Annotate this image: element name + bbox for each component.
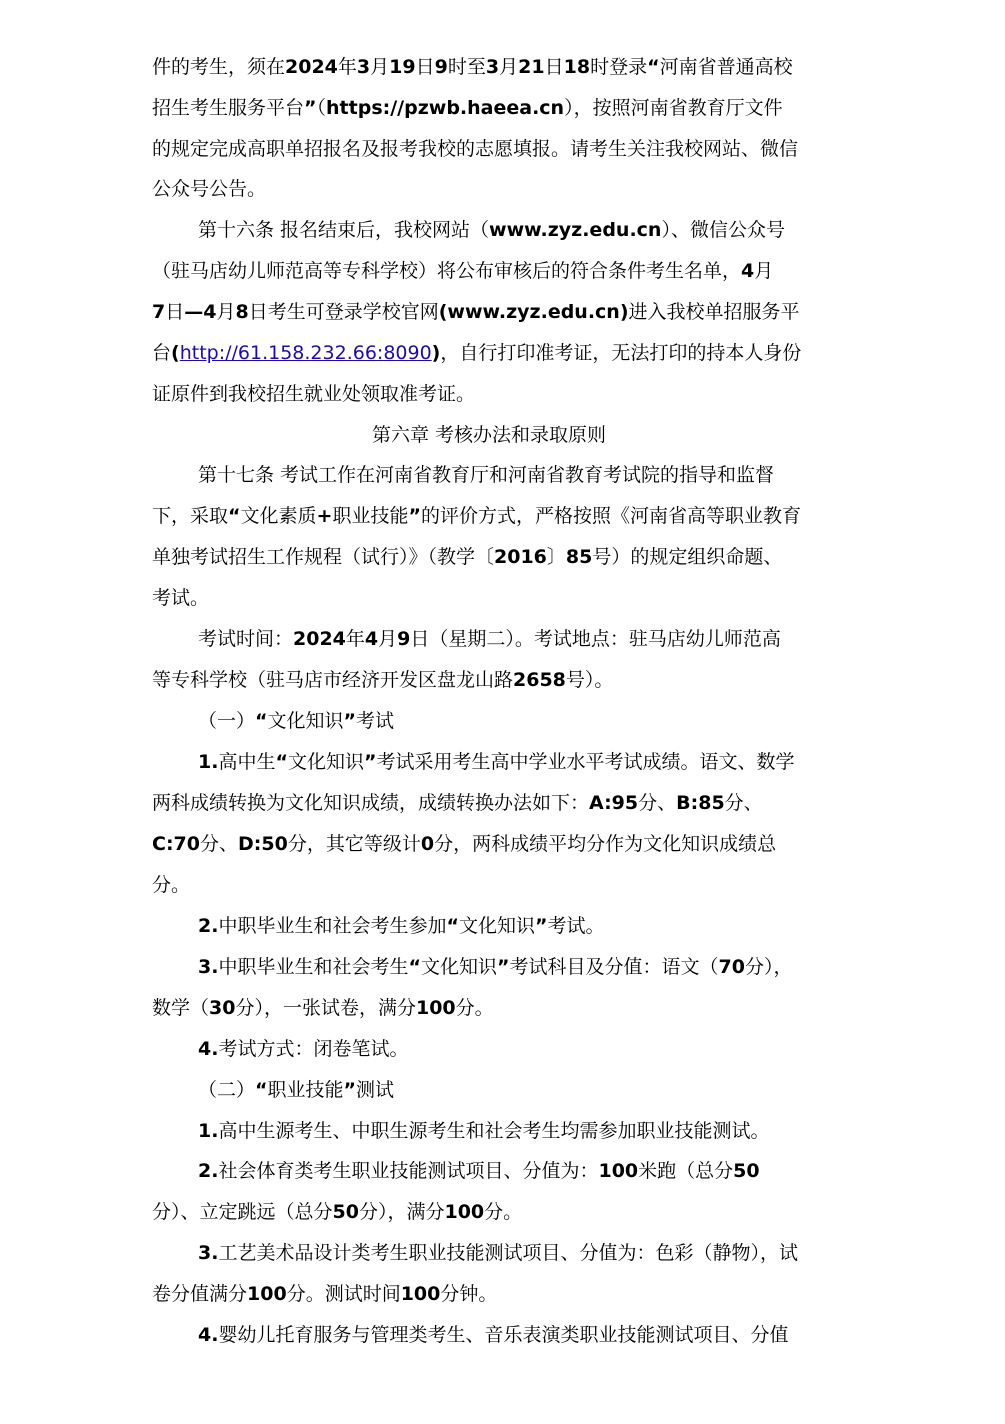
- text-line: [152, 174, 266, 204]
- text-run: （: [316, 97, 327, 119]
- text-line: [198, 1320, 788, 1350]
- text-line: [152, 993, 494, 1023]
- text-line: [152, 542, 782, 572]
- text-run: 考试方式：闭卷笔试。: [218, 1038, 409, 1060]
- text-run: 中职毕业生和社会考生参加: [218, 915, 447, 937]
- text-run: 月: [378, 628, 398, 650]
- bold-text: ”: [343, 1079, 357, 1101]
- bold-text: 2016: [494, 546, 547, 568]
- text-run: 分。测试时间: [286, 1283, 401, 1305]
- text-run: 年: [345, 628, 365, 650]
- text-line: [152, 870, 190, 900]
- text-line: [152, 583, 209, 613]
- bold-text: 100: [598, 1160, 639, 1182]
- text-run: 件的考生，须在: [152, 56, 286, 78]
- bold-text: 9: [434, 56, 448, 78]
- text-line: [152, 338, 801, 368]
- text-run: 月: [499, 56, 519, 78]
- text-run: 第六章 考核办法和录取原则: [372, 424, 607, 446]
- bold-text: 70: [718, 956, 745, 978]
- bold-text: 100: [247, 1283, 287, 1305]
- bold-text: 2.: [198, 915, 219, 937]
- bold-text: ”: [363, 751, 377, 773]
- text-run: 的规定完成高职单招报名及报考我校的志愿填报。请考生关注我校网站、微信: [152, 138, 799, 160]
- text-line: [152, 379, 475, 409]
- text-line: [198, 215, 785, 245]
- text-line: [152, 501, 801, 531]
- text-line: [198, 460, 774, 490]
- text-run: 分钟。: [440, 1283, 498, 1305]
- text-line: [152, 93, 783, 123]
- text-run: 号）。: [565, 669, 614, 691]
- text-run: 考试。: [547, 915, 605, 937]
- text-line: [152, 1197, 522, 1227]
- text-run: 职业技能: [332, 505, 409, 527]
- bold-text: “: [228, 505, 241, 527]
- text-run: 第十七条 考试工作在河南省教育厅和河南省教育考试院的指导和监督: [198, 464, 775, 486]
- bold-text: 2024: [285, 56, 338, 78]
- text-line: [152, 829, 776, 859]
- text-run: 分。: [484, 1201, 523, 1223]
- text-run: 等专科学校（驻马店市经济开发区盘龙山路: [152, 669, 514, 691]
- text-run: 分。: [152, 874, 191, 896]
- bold-text: “: [255, 1079, 268, 1101]
- text-run: 时至: [447, 56, 486, 78]
- text-run: 号）的规定组织命题、: [592, 546, 783, 568]
- text-run: 进入我校单招服务平: [628, 301, 800, 323]
- text-run: 文化知识: [420, 956, 497, 978]
- text-run: （二）: [198, 1079, 256, 1101]
- bold-text: 100: [400, 1283, 441, 1305]
- bold-text: +: [316, 505, 333, 527]
- text-run: 考试: [356, 710, 395, 732]
- text-run: 单独考试招生工作规程（试行）》（教学〔: [152, 546, 495, 568]
- text-run: ），按照河南省教育厅文件: [564, 97, 783, 119]
- bold-text: ): [431, 342, 441, 364]
- text-line: [198, 1116, 769, 1146]
- bold-text: D:50: [238, 833, 288, 855]
- bold-text: ”: [408, 505, 421, 527]
- bold-text: 2658: [513, 669, 566, 691]
- text-run: 日: [544, 56, 564, 78]
- text-run: 月: [754, 260, 774, 282]
- text-line: [198, 1075, 394, 1105]
- text-line: [198, 1034, 408, 1064]
- text-run: （驻马店幼儿师范高等专科学校）将公布审核后的符合条件考生名单，: [152, 260, 742, 282]
- bold-text: 100: [415, 997, 456, 1019]
- text-run: 文化知识: [267, 710, 344, 732]
- bold-text: 85: [565, 546, 593, 568]
- text-run: 分），: [744, 956, 793, 978]
- text-run: 月: [216, 301, 236, 323]
- bold-text: “: [255, 710, 268, 732]
- text-run: 高中生: [218, 751, 276, 773]
- text-line: [198, 706, 394, 736]
- bold-text: ”: [496, 956, 510, 978]
- exam-platform-link[interactable]: http://61.158.232.66:8090: [179, 342, 432, 364]
- text-run: 年: [337, 56, 357, 78]
- text-run: 工艺美术品设计类考生职业技能测试项目、分值为：色彩（静物），试: [218, 1242, 798, 1264]
- bold-text: “: [446, 915, 459, 937]
- text-line: [198, 911, 605, 941]
- bold-text: 0: [420, 833, 435, 855]
- bold-text: 19: [389, 56, 416, 78]
- text-run: 招生考生服务平台: [152, 97, 305, 119]
- text-run: 文化素质: [240, 505, 317, 527]
- bold-text: 100: [444, 1201, 485, 1223]
- bold-text: “: [275, 751, 288, 773]
- text-run: （一）: [198, 710, 256, 732]
- bold-text: (www.zyz.edu.cn): [438, 301, 629, 323]
- bold-text: 21: [518, 56, 545, 78]
- text-run: 分），一张试卷，满分: [235, 997, 416, 1019]
- bold-text: 4: [741, 260, 755, 282]
- text-line: [152, 52, 793, 82]
- text-line: [152, 297, 800, 327]
- text-line: [198, 1238, 798, 1268]
- text-run: 公众号公告。: [152, 178, 267, 200]
- bold-text: “: [408, 956, 421, 978]
- text-line: [198, 624, 781, 654]
- text-line: [152, 788, 763, 818]
- text-run: 考试时间：: [198, 628, 294, 650]
- text-run: 米跑（总分: [638, 1160, 734, 1182]
- bold-text: 4.: [198, 1038, 219, 1060]
- text-run: 河南省普通高校: [659, 56, 793, 78]
- text-line: [152, 256, 773, 286]
- bold-text: C:70: [152, 833, 200, 855]
- bold-text: 18: [563, 56, 591, 78]
- text-run: 文化知识: [458, 915, 535, 937]
- text-run: 日（星期二）。考试地点：驻马店幼儿师范高: [410, 628, 781, 650]
- bold-text: (: [171, 342, 180, 364]
- text-run: 职业技能: [267, 1079, 344, 1101]
- text-run: 分），满分: [358, 1201, 445, 1223]
- bold-text: “: [647, 56, 660, 78]
- bold-text: 2.: [198, 1160, 219, 1182]
- text-run: 时登录: [590, 56, 648, 78]
- bold-text: 50: [332, 1201, 359, 1223]
- bold-text: ”: [304, 97, 317, 119]
- text-line: [372, 420, 606, 450]
- text-line: [198, 952, 792, 982]
- bold-text: 4: [364, 628, 379, 650]
- bold-text: B:85: [676, 792, 725, 814]
- text-run: 分，其它等级计: [287, 833, 421, 855]
- text-run: 文化知识: [287, 751, 364, 773]
- text-line: [198, 747, 795, 777]
- text-run: 分、: [724, 792, 763, 814]
- text-run: 中职毕业生和社会考生: [218, 956, 409, 978]
- text-run: ）、微信公众号: [661, 219, 785, 241]
- bold-text: 7: [152, 301, 166, 323]
- bold-text: 3.: [198, 956, 219, 978]
- text-line: [198, 1156, 760, 1186]
- bold-text: 1.: [198, 1120, 219, 1142]
- bold-text: 9: [397, 628, 411, 650]
- bold-text: www.zyz.edu.cn: [489, 219, 662, 241]
- text-line: [152, 134, 798, 164]
- text-run: 月: [370, 56, 390, 78]
- text-run: 数学（: [152, 997, 210, 1019]
- text-run: 日考生可登录学校官网: [248, 301, 439, 323]
- bold-text: 50: [733, 1160, 760, 1182]
- text-run: 分）、立定跳远（总分: [152, 1201, 333, 1223]
- bold-text: 1.: [198, 751, 219, 773]
- text-run: 下，采取: [152, 505, 229, 527]
- text-run: 分、: [638, 792, 677, 814]
- text-run: ，自行打印准考证，无法打印的持本人身份: [440, 342, 802, 364]
- text-run: 高中生源考生、中职生源考生和社会考生均需参加职业技能测试。: [218, 1120, 770, 1142]
- bold-text: 2024: [293, 628, 346, 650]
- text-run: 两科成绩转换为文化知识成绩，成绩转换办法如下：: [152, 792, 590, 814]
- bold-text: ”: [534, 915, 548, 937]
- bold-text: 8: [235, 301, 249, 323]
- bold-text: —4: [184, 301, 217, 323]
- text-run: 分、: [199, 833, 238, 855]
- bold-text: 3: [485, 56, 500, 78]
- text-run: 分。: [455, 997, 494, 1019]
- bold-text: ”: [343, 710, 357, 732]
- text-run: 测试: [356, 1079, 395, 1101]
- text-run: 考试采用考生高中学业水平考试成绩。语文、数学: [376, 751, 795, 773]
- bold-text: A:95: [589, 792, 639, 814]
- text-run: 台: [152, 342, 172, 364]
- text-run: 分，两科成绩平均分作为文化知识成绩总: [434, 833, 777, 855]
- bold-text: https://pzwb.haeea.cn: [326, 97, 565, 119]
- text-run: 第十六条 报名结束后，我校网站（: [198, 219, 490, 241]
- text-run: 考试科目及分值：语文（: [509, 956, 719, 978]
- text-run: 婴幼儿托育服务与管理类考生、音乐表演类职业技能测试项目、分值: [218, 1324, 789, 1346]
- text-run: 日: [415, 56, 435, 78]
- text-line: [152, 1279, 497, 1309]
- bold-text: 30: [209, 997, 236, 1019]
- text-run: 证原件到我校招生就业处领取准考证。: [152, 383, 476, 405]
- text-run: 日: [165, 301, 185, 323]
- text-run: 社会体育类考生职业技能测试项目、分值为：: [218, 1160, 599, 1182]
- text-run: 卷分值满分: [152, 1283, 248, 1305]
- bold-text: 3: [356, 56, 371, 78]
- text-run: 的评价方式，严格按照《河南省高等职业教育: [420, 505, 801, 527]
- bold-text: 4.: [198, 1324, 219, 1346]
- text-line: [152, 665, 613, 695]
- text-run: 考试。: [152, 587, 210, 609]
- text-run: 〕: [546, 546, 566, 568]
- bold-text: 3.: [198, 1242, 219, 1264]
